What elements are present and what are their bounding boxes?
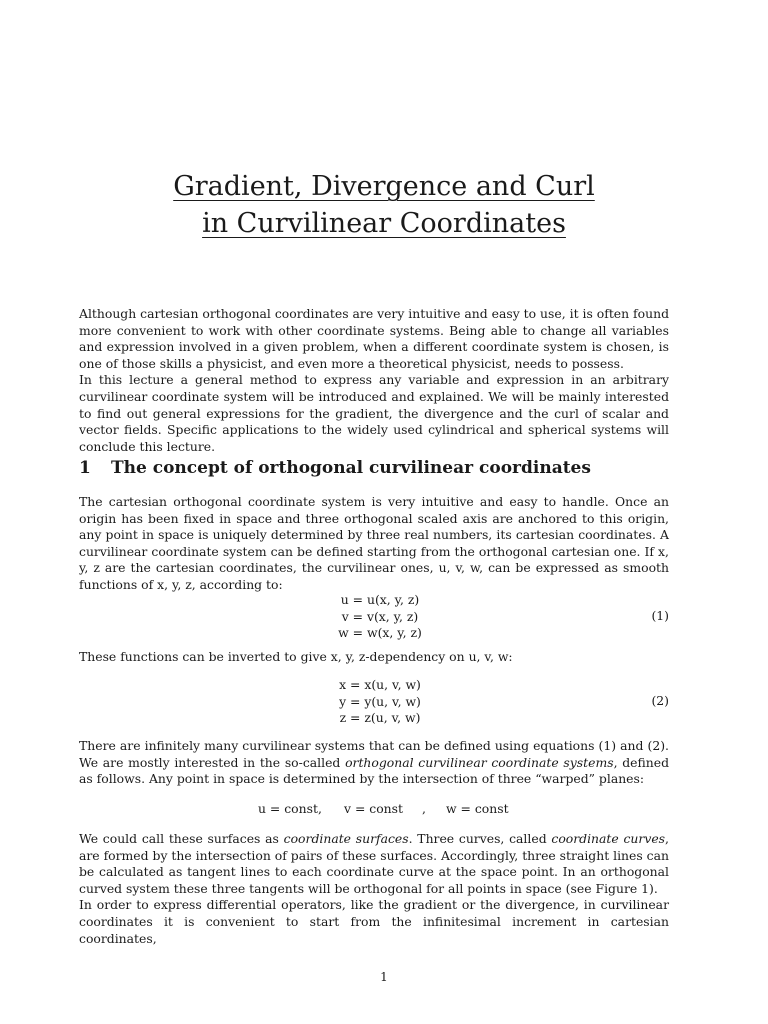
comma: , (318, 801, 322, 816)
title-line-2: in Curvilinear Coordinates (202, 208, 566, 239)
page-number: 1 (380, 970, 388, 984)
text-run: We could call these surfaces as (79, 831, 284, 846)
equation-number: (2) (651, 693, 669, 708)
equation-1 (0, 592, 768, 642)
body-paragraph-4 (79, 831, 669, 947)
text-run: , are formed by the intersection of pairs of these surfaces. Accordingly, three straight lines can be calculated as tangent lines to each coordinate curve at the space point. In an orthogonal curved system these three tangents will be orthogonal for all points in space (see Figure 1). (79, 831, 669, 896)
text-run: , defined as follows. Any point in space is determined by the intersection of three “warped” planes: (79, 754, 670, 787)
equation-line: y = y(u, v, w) (339, 693, 421, 709)
abstract-paragraph-2: In this lecture a general method to express any variable and expression in an arbitrary curvilinear coordinate system will be introduced and explained. We will be mainly interested to find out general expressions for the gradient, the divergence and the curl of scalar and vector fields. Specific applications to the widely used cylindrical and spherical systems will conclude this lecture. (79, 372, 669, 454)
equation-line: u = u(x, y, z) (340, 592, 420, 607)
equation-2 (0, 677, 768, 727)
body-paragraph-2: These functions can be inverted to give x, y, z-dependency on u, v, w: (79, 649, 513, 664)
emphasis: coordinate surfaces (283, 831, 409, 846)
equation-line: x = x(u, v, w) (339, 677, 421, 692)
emphasis: orthogonal curvilinear coordinate systems (345, 754, 614, 770)
abstract (79, 306, 669, 455)
section-title: The concept of orthogonal curvilinear coordinates (111, 458, 591, 478)
emphasis: coordinate curves (551, 831, 666, 846)
equation-line: z = z(u, v, w) (339, 710, 421, 726)
text-run: There are infinitely many curvilinear systems that can be defined using equations (1) and (2). We are mostly interested in the so-called (79, 738, 669, 770)
abstract-paragraph-1: Although cartesian orthogonal coordinates are very intuitive and easy to use, it is often found more convenient to work with other coordinate systems. Being able to change all variables and expression involved in a given problem, when a different coordinate system is chosen, is one of those skills a physicist, and even more a theoretical physicist, needs to possess. (79, 306, 669, 371)
body-paragraph-5: In order to express differential operators, like the gradient or the divergence, in curvilinear coordinates it is convenient to start from the infinitesimal increment in cartesian coordinates, (79, 897, 669, 946)
title-line-1: Gradient, Divergence and Curl (173, 171, 595, 202)
body-paragraph-3 (79, 738, 669, 788)
section-number: 1 (79, 458, 91, 478)
const-u: u = const (258, 801, 318, 816)
equation-line: w = w(x, y, z) (338, 625, 422, 641)
section-heading (79, 458, 591, 478)
equation-line: v = v(x, y, z) (341, 608, 419, 624)
const-w: w = const (446, 801, 509, 816)
comma: , (422, 801, 426, 816)
body-paragraph-1: The cartesian orthogonal coordinate system is very intuitive and easy to handle. Once an origin has been fixed in space and three orthogonal scaled axis are anchored to this origin, any point in space is uniquely determined by three real numbers, its cartesian coordinates. A curvilinear coordinate system can be defined starting from the orthogonal cartesian one. If x, y, z are the cartesian coordinates, the curvilinear ones, u, v, w, can be expressed as smooth functions of x, y, z, according to: (79, 494, 669, 592)
const-v: v = const (344, 801, 403, 816)
text-run: . Three curves, called (408, 831, 552, 846)
equation-number: (1) (651, 608, 669, 623)
